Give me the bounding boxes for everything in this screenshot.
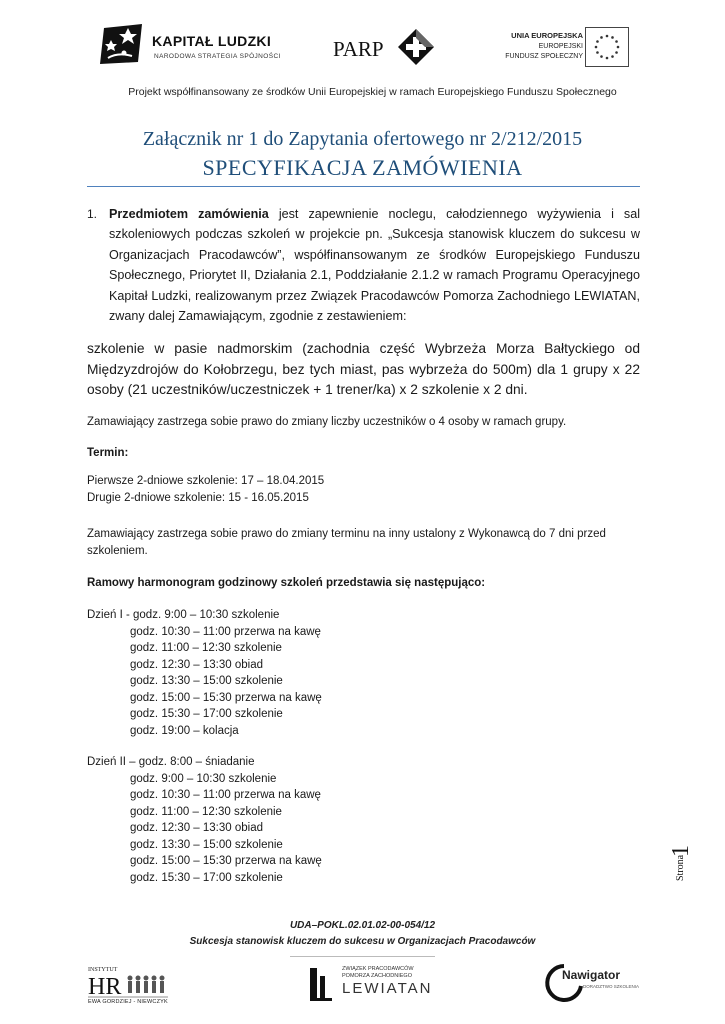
schedule-line: godz. 15:30 – 17:00 szkolenie	[130, 872, 283, 884]
kapital-ludzki-subtitle: NARODOWA STRATEGIA SPÓJNOŚCI	[154, 53, 281, 60]
title-divider	[87, 186, 640, 187]
nawigator-name: Nawigator	[562, 968, 621, 982]
eu-star-icon	[611, 36, 614, 39]
eu-flag-icon	[585, 27, 629, 67]
eu-star-icon	[611, 55, 614, 58]
eu-star-icon	[595, 46, 598, 49]
lewiatan-caption-line1: ZWIĄZEK PRACODAWCÓW	[342, 966, 414, 972]
parp-logo-icon	[397, 28, 435, 66]
lewiatan-logo-icon	[308, 966, 334, 1002]
schedule-line: godz. 11:00 – 12:30 szkolenie	[130, 642, 282, 654]
eu-star-icon	[600, 55, 603, 58]
participants-note: Zamawiający zastrzega sobie prawo do zmiany liczby uczestników o 4 osoby w ramach grupy.	[87, 416, 567, 428]
termin-first: Pierwsze 2-dniowe szkolenie: 17 – 18.04.2015	[87, 475, 325, 487]
hr-logo-top: INSTYTUT	[88, 967, 118, 973]
schedule-line: godz. 15:00 – 15:30 przerwa na kawę	[130, 692, 322, 704]
eu-star-icon	[596, 51, 599, 54]
project-cofinancing-line: Projekt współfinansowany ze środków Unii Europejskiej w ramach Europejskiego Funduszu Społecznego	[128, 86, 617, 98]
eu-star-icon	[596, 40, 599, 43]
schedule-line: godz. 13:30 – 15:00 szkolenie	[130, 675, 283, 687]
eu-star-icon	[600, 36, 603, 39]
footer-project-code: UDA–POKL.02.01.02-00-054/12	[289, 920, 436, 931]
eu-label-line2: EUROPEJSKI	[538, 43, 583, 50]
lewiatan-caption	[342, 966, 414, 980]
schedule-line: Dzień II – godz. 8:00 – śniadanie	[87, 756, 255, 768]
schedule-line: godz. 9:00 – 10:30 szkolenie	[130, 773, 277, 785]
eu-label-line1: UNIA EUROPEJSKA	[511, 31, 583, 40]
schedule-line: godz. 12:30 – 13:30 obiad	[130, 822, 264, 834]
footer-divider	[290, 956, 435, 957]
order-subject-label: Przedmiotem zamówienia	[109, 207, 269, 221]
eu-star-icon	[606, 35, 609, 38]
schedule-line: godz. 15:30 – 17:00 szkolenie	[130, 708, 283, 720]
parp-logo-text: PARP	[333, 37, 384, 61]
schedule-line: godz. 11:00 – 12:30 szkolenie	[130, 806, 282, 818]
termin-note: Zamawiający zastrzega sobie prawo do zmiany terminu na inny ustalony z Wykonawcą do 7 dni przed szkoleniem.	[87, 528, 606, 557]
order-subject-text: jest zapewnienie noclegu, całodziennego wyżywienia i sal szkoleniowych podczas szkoleń w projekcie pn. „Sukcesja stanowisk kluczem do sukcesu w Organizacjach Pracodawców”, współfinansowanym ze środków Europejskiego Funduszu Społecznego, Priorytet II, Działania 2.1, Poddziałanie 2.1.2 w ramach Programu Operacyjnego Kapitał Ludzki, realizowanym przez Związek Pracodawców Pomorza Zachodniego LEWIATAN, zwany dalej Zamawiającym, zgodnie z zestawieniem:	[109, 207, 641, 324]
eu-star-icon	[615, 40, 618, 43]
kapital-ludzki-title: KAPITAŁ LUDZKI	[152, 33, 272, 49]
schedule-line: godz. 15:00 – 15:30 przerwa na kawę	[130, 855, 322, 867]
document-title: Załącznik nr 1 do Zapytania ofertowego nr 2/212/2015	[142, 128, 583, 150]
eu-star-icon	[615, 51, 618, 54]
eu-star-icon	[606, 57, 609, 60]
schedule-line: godz. 19:00 – kolacja	[130, 725, 239, 737]
kapital-ludzki-logo-icon	[98, 22, 146, 66]
eu-star-icon	[617, 46, 620, 49]
eu-label-line3: FUNDUSZ SPOŁECZNY	[505, 53, 583, 60]
hr-logo-caption: EWA GORDZIEJ - NIEWCZYK	[88, 999, 168, 1005]
lewiatan-caption-line2: POMORZA ZACHODNIEGO	[342, 973, 412, 979]
page-number	[655, 831, 695, 883]
hr-logo-letters: HR	[88, 974, 122, 1000]
schedule-heading: Ramowy harmonogram godzinowy szkoleń przedstawia się następująco:	[87, 577, 486, 589]
footer-project-name: Sukcesja stanowisk kluczem do sukcesu w Organizacjach Pracodawców	[189, 936, 536, 947]
nawigator-caption: DORADZTWO SZKOLENIA	[583, 984, 640, 989]
schedule-line: godz. 13:30 – 15:00 szkolenie	[130, 839, 283, 851]
page-number-label: Strona	[675, 854, 686, 881]
schedule-line: godz. 10:30 – 11:00 przerwa na kawę	[130, 626, 321, 638]
training-description: szkolenie w pasie nadmorskim (zachodnia część Wybrzeża Morza Bałtyckiego od Międzyzdrojów do Kołobrzegu, bez tych miast, pas wybrzeża do 500m) dla 1 grupy x 22 osoby (21 uczestników/uczestniczek + 1 trener/ka) x 2 szkolenie x 2 dni.	[87, 341, 640, 397]
termin-second: Drugie 2-dniowe szkolenie: 15 - 16.05.2015	[87, 492, 309, 504]
termin-heading: Termin:	[87, 447, 129, 459]
page-number-value: 1	[668, 845, 694, 857]
schedule-line: Dzień I - godz. 9:00 – 10:30 szkolenie	[87, 609, 280, 621]
schedule-line: godz. 12:30 – 13:30 obiad	[130, 659, 264, 671]
document-subtitle: SPECYFIKACJA ZAMÓWIENIA	[202, 155, 523, 180]
order-subject-paragraph	[109, 204, 640, 326]
lewiatan-name: LEWIATAN	[342, 980, 433, 997]
schedule-line: godz. 10:30 – 11:00 przerwa na kawę	[130, 789, 321, 801]
list-number: 1.	[87, 207, 98, 221]
